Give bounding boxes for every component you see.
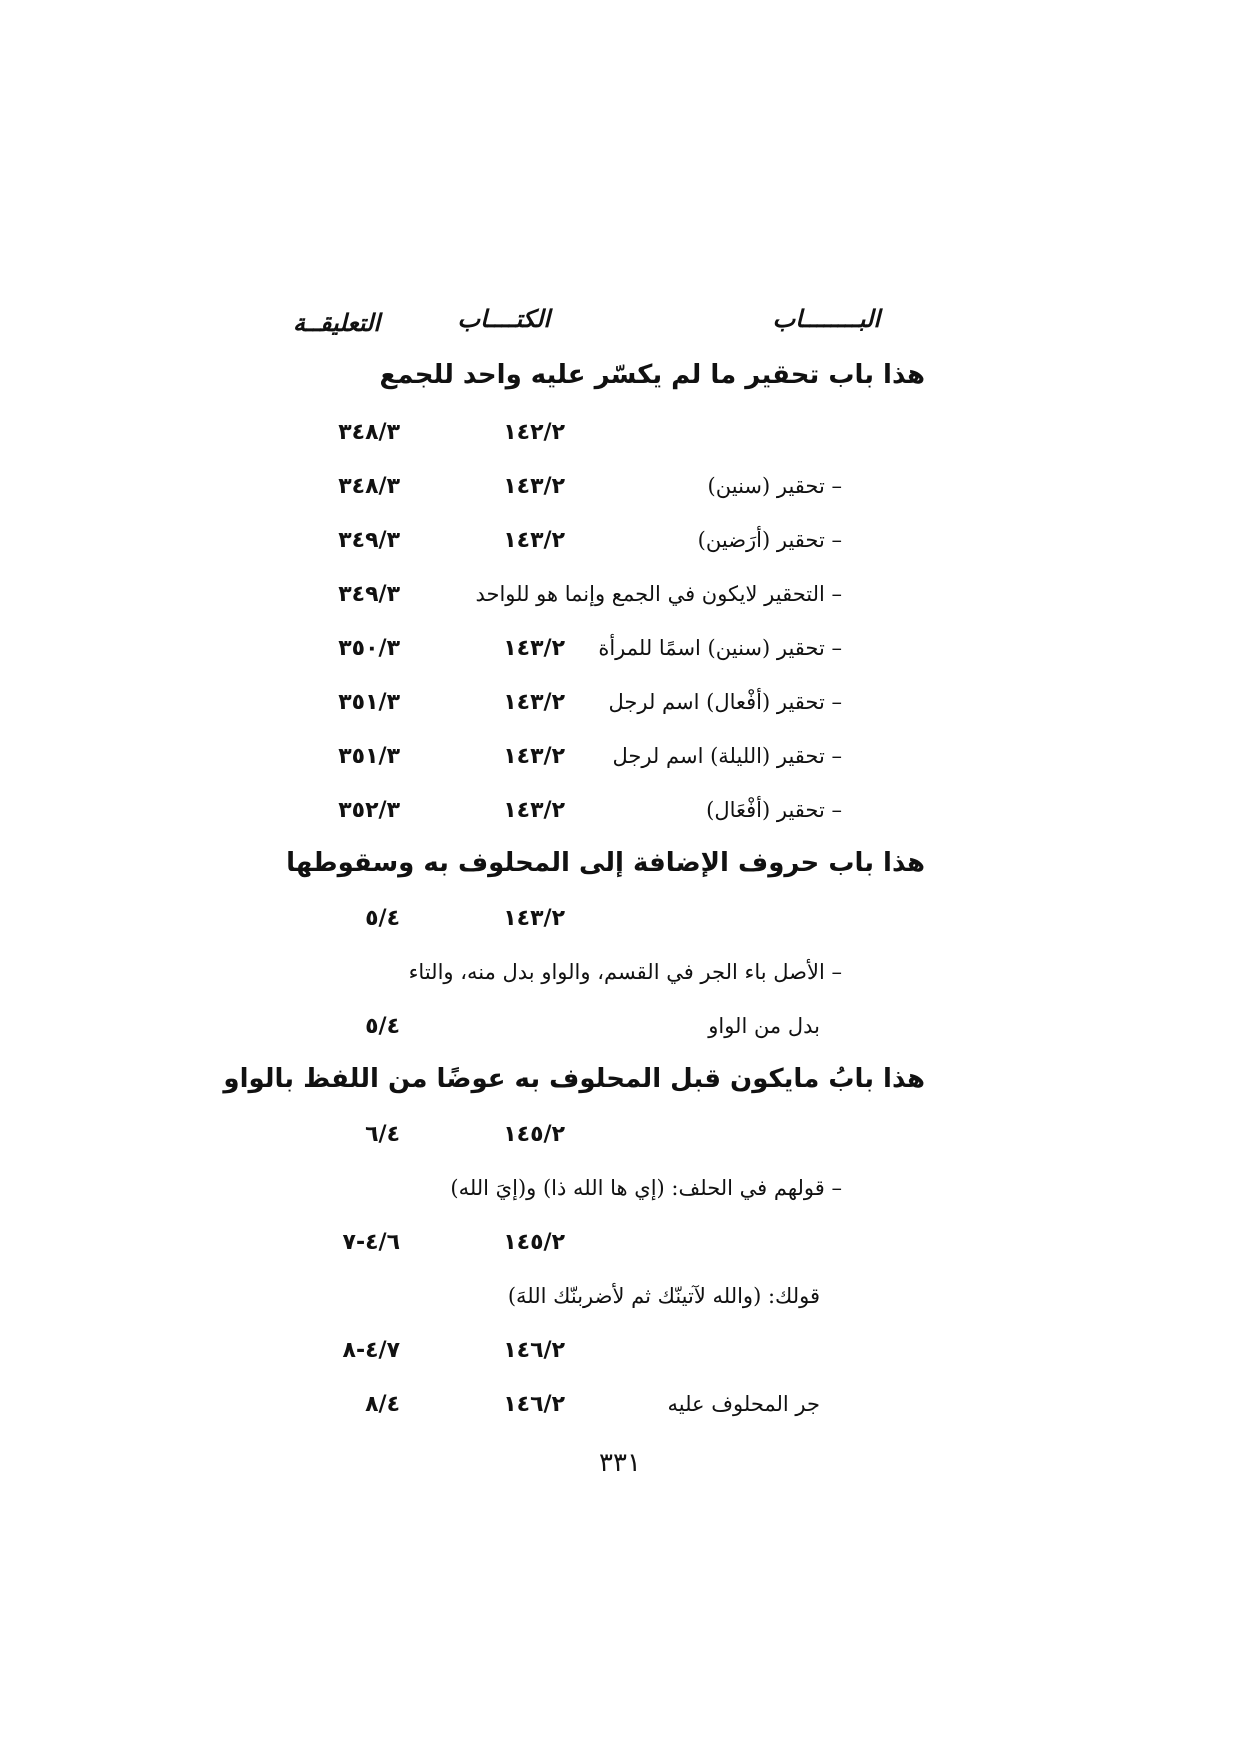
entry-text: – الأصل باء الجر في القسم، والواو بدل منه، والتاء <box>408 960 842 984</box>
kitab-reference: ١٤٦/٢ <box>503 1392 565 1417</box>
kitab-reference: ١٤٣/٢ <box>503 906 565 931</box>
column-header-kitab: الكتــــاب <box>457 304 550 333</box>
entry-text: – قولهم في الحلف: (إي ها الله ذا) و(إيَ الله) <box>450 1176 842 1200</box>
taliqa-reference: ٥/٤ <box>365 1014 400 1039</box>
section-heading-row <box>0 352 1240 404</box>
column-header-taliqa: التعليقــة <box>292 308 380 337</box>
taliqa-reference: ٣٥٢/٣ <box>338 798 400 823</box>
taliqa-reference: ٣٤٨/٣ <box>338 474 400 499</box>
taliqa-reference: ٤/٧-٨ <box>342 1338 400 1363</box>
index-row <box>0 1110 1240 1162</box>
taliqa-reference: ٦/٤ <box>365 1122 400 1147</box>
kitab-reference: ١٤٣/٢ <box>503 690 565 715</box>
entry-text: – تحقير (أفْعال) اسم لرجل <box>608 690 842 714</box>
index-row <box>0 1002 1240 1054</box>
kitab-reference: ١٤٣/٢ <box>503 528 565 553</box>
index-row <box>0 1380 1240 1432</box>
section-heading-row <box>0 840 1240 892</box>
index-row <box>0 894 1240 946</box>
entry-text: – تحقير (سنين) <box>707 474 842 498</box>
section-heading: هذا باب حروف الإضافة إلى المحلوف به وسقوطها <box>286 848 925 878</box>
kitab-reference: ١٤٣/٢ <box>503 798 565 823</box>
index-row <box>0 408 1240 460</box>
entry-text-continued: جر المحلوف عليه <box>667 1392 820 1416</box>
taliqa-reference: ٥/٤ <box>365 906 400 931</box>
kitab-reference: ١٤٥/٢ <box>503 1122 565 1147</box>
index-row <box>0 462 1240 514</box>
kitab-reference: ١٤٣/٢ <box>503 744 565 769</box>
entry-text: – تحقير (أفْعَال) <box>706 798 842 822</box>
column-header-bab: البــــــــاب <box>772 304 880 333</box>
taliqa-reference: ٤/٦-٧ <box>342 1230 400 1255</box>
index-row <box>0 1272 1240 1324</box>
section-heading: هذا بابُ مايكون قبل المحلوف به عوضًا من اللفظ بالواو <box>223 1064 925 1094</box>
taliqa-reference: ٣٥٠/٣ <box>338 636 400 661</box>
index-row <box>0 1326 1240 1378</box>
kitab-reference: ١٤٢/٢ <box>503 420 565 445</box>
index-row <box>0 570 1240 622</box>
taliqa-reference: ٣٥١/٣ <box>338 690 400 715</box>
column-header-row <box>0 300 1240 346</box>
kitab-reference: ١٤٣/٢ <box>503 636 565 661</box>
index-row <box>0 516 1240 568</box>
index-row <box>0 1218 1240 1270</box>
entry-text: – التحقير لايكون في الجمع وإنما هو للواحد <box>475 582 842 606</box>
kitab-reference: ١٤٣/٢ <box>503 474 565 499</box>
taliqa-reference: ٣٤٨/٣ <box>338 420 400 445</box>
taliqa-reference: ٣٤٩/٣ <box>338 582 400 607</box>
index-row <box>0 786 1240 838</box>
entry-text: – تحقير (الليلة) اسم لرجل <box>612 744 842 768</box>
entry-text: – تحقير (أرَضين) <box>697 528 842 552</box>
index-row <box>0 732 1240 784</box>
entry-text: – تحقير (سنين) اسمًا للمرأة <box>598 636 842 660</box>
section-heading: هذا باب تحقير ما لم يكسّر عليه واحد للجمع <box>379 360 925 390</box>
page-number: ٣٣١ <box>599 1448 641 1478</box>
kitab-reference: ١٤٦/٢ <box>503 1338 565 1363</box>
taliqa-reference: ٨/٤ <box>365 1392 400 1417</box>
entry-text-continued: قولك: (والله لآتينّك ثم لأضربنّك اللهَ) <box>507 1284 820 1308</box>
taliqa-reference: ٣٤٩/٣ <box>338 528 400 553</box>
index-row <box>0 1164 1240 1216</box>
index-row <box>0 678 1240 730</box>
entry-text-continued: بدل من الواو <box>708 1014 820 1038</box>
index-row <box>0 624 1240 676</box>
section-heading-row <box>0 1056 1240 1108</box>
taliqa-reference: ٣٥١/٣ <box>338 744 400 769</box>
kitab-reference: ١٤٥/٢ <box>503 1230 565 1255</box>
index-row <box>0 948 1240 1000</box>
